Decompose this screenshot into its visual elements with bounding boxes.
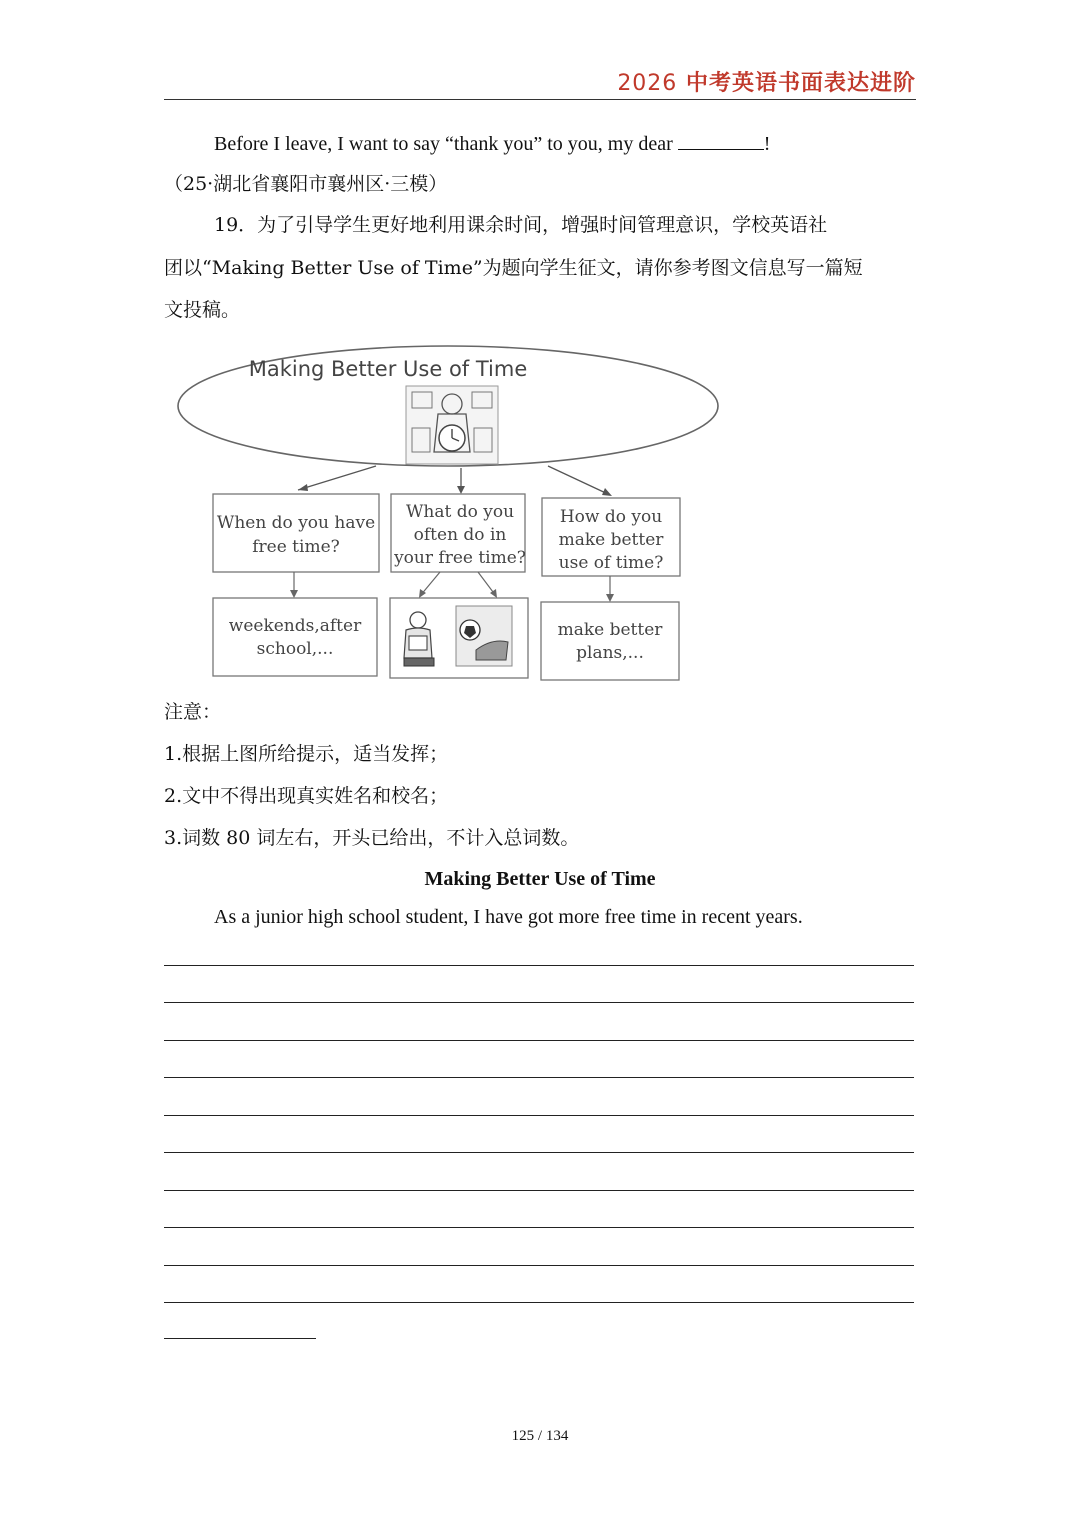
diagram-title: Making Better Use of Time <box>248 357 528 381</box>
answer-box-3 <box>541 602 679 680</box>
answer-box-1-line-1: weekends,after <box>228 616 362 636</box>
mind-map-diagram <box>176 342 724 687</box>
note-item-1: 1.根据上图所给提示，适当发挥； <box>164 743 449 765</box>
writing-line[interactable] <box>164 1265 914 1266</box>
question-box-2-line-1: What do you <box>405 502 515 522</box>
prev-question-line <box>214 132 770 156</box>
question-box-2-line-2: often do in <box>413 525 507 545</box>
answer-box-1-line-2: school,... <box>256 639 334 659</box>
question-line-3: 文投稿。 <box>164 299 241 321</box>
answer-box-3-line-1: make better <box>557 620 663 640</box>
answer-blank[interactable] <box>678 132 764 150</box>
writing-line[interactable] <box>164 1152 914 1153</box>
question-box-3-line-1: How do you <box>559 507 663 527</box>
header-rule <box>164 99 916 100</box>
question-box-3-line-3: use of time? <box>558 553 664 573</box>
question-box-3-line-2: make better <box>558 530 664 550</box>
header-title <box>617 66 916 97</box>
essay-opening: As a junior high school student, I have got more free time in recent years. <box>214 906 803 928</box>
question-box-1 <box>213 494 379 572</box>
writing-line[interactable] <box>164 965 914 966</box>
writing-line[interactable] <box>164 1077 914 1078</box>
prev-question-text: Before I leave, I want to say “thank you” to you, my dear <box>214 133 673 155</box>
essay-title: Making Better Use of Time <box>424 868 656 890</box>
writing-line[interactable] <box>164 1190 914 1191</box>
note-item-2: 2.文中不得出现真实姓名和校名； <box>164 785 449 807</box>
question-line-1: 19．为了引导学生更好地利用课余时间，增强时间管理意识，学校英语社 <box>214 214 828 236</box>
writing-line[interactable] <box>164 1227 914 1228</box>
source-line: （25·湖北省襄阳市襄州区·三模） <box>164 173 448 195</box>
header-text: 中考英语书面表达进阶 <box>685 71 916 96</box>
question-box-1-line-1: When do you have <box>216 513 376 533</box>
question-box-2 <box>391 494 526 572</box>
question-box-3 <box>542 498 680 576</box>
page-number: 125 / 134 <box>511 1428 569 1444</box>
answer-box-3-line-2: plans,... <box>576 643 644 663</box>
reading-boy-icon <box>404 612 434 666</box>
notes-heading: 注意： <box>164 701 222 723</box>
soccer-ball-icon <box>456 606 512 666</box>
writing-line[interactable] <box>164 1115 914 1116</box>
writing-line[interactable] <box>164 1302 914 1303</box>
question-box-2-line-3: your free time? <box>394 548 526 568</box>
writing-line-short[interactable] <box>164 1338 316 1339</box>
writing-line[interactable] <box>164 1040 914 1041</box>
note-item-3: 3.词数 80 词左右，开头已给出，不计入总词数。 <box>164 827 580 849</box>
question-box-1-line-2: free time? <box>252 537 340 557</box>
student-clock-illustration <box>406 386 498 464</box>
answer-box-1 <box>213 598 377 676</box>
writing-line[interactable] <box>164 1002 914 1003</box>
header-year: 2026 <box>617 71 678 96</box>
answer-box-2 <box>390 598 528 678</box>
question-line-2: 团以“Making Better Use of Time”为题向学生征文，请你参考图文信息写一篇短 <box>164 257 863 279</box>
prev-question-end: ! <box>763 133 771 155</box>
